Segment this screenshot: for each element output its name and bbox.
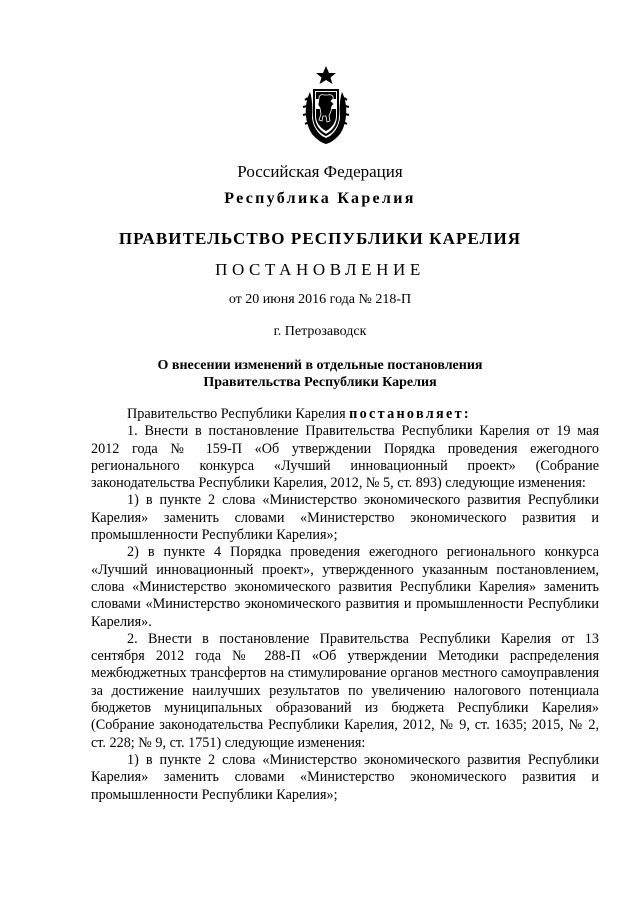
country-name: Российская Федерация <box>237 162 403 181</box>
document-city: г. Петрозаводск <box>273 324 367 339</box>
document-body <box>91 406 599 804</box>
intro-lead: Правительство Республики Карелия <box>127 406 350 422</box>
body-paragraph: 2) в пункте 4 Порядка проведения ежегодного регионального конкурса «Лучший инновационный проект», утвержденного указанным постановлением, слова «Министерство экономического развития Республики Карелия» заменить словами «Министерство экономического развития и промышленности Республики Карелия». <box>91 544 599 630</box>
document-type: ПОСТАНОВЛЕНИЕ <box>215 260 425 279</box>
intro-paragraph <box>91 406 599 423</box>
body-paragraph: 1. Внести в постановление Правительства Республики Карелия от 19 мая 2012 года № 159-П «Об утверждении Порядка проведения ежегодного регионального конкурса «Лучший инновационный проект» (Собрание законодательства Республики Карелия, 2012, № 5, ст. 893) следующие изменения: <box>91 423 599 492</box>
document-date-number: от 20 июня 2016 года № 218-П <box>228 292 412 307</box>
intro-emphasis: постановляет: <box>349 406 471 422</box>
government-title: ПРАВИТЕЛЬСТВО РЕСПУБЛИКИ КАРЕЛИЯ <box>118 229 522 248</box>
document-subject <box>0 357 640 391</box>
body-paragraph: 2. Внести в постановление Правительства Республики Карелия от 13 сентября 2012 года № 288-П «Об утверждении Методики распределения межбюджетных трансфертов на стимулирование органов местного самоуправления за достижение наилучших результатов по увеличению налогового потенциала бюджетов муниципальных образований из бюджета Республики Карелия» (Собрание законодательства Республики Карелия, 2012, № 9, ст. 1635; 2015, № 2, ст. 228; № 9, ст. 1751) следующие изменения: <box>91 630 599 751</box>
republic-name: Республика Карелия <box>224 190 416 207</box>
body-paragraph: 1) в пункте 2 слова «Министерство экономического развития Республики Карелия» заменить словами «Министерство экономического развития и промышленности Республики Карелия»; <box>91 751 599 803</box>
subject-line-2: Правительства Республики Карелия <box>203 375 437 390</box>
subject-line-1: О внесении изменений в отдельные постановления <box>157 358 483 373</box>
karelia-coat-of-arms-icon <box>302 64 350 146</box>
body-paragraph: 1) в пункте 2 слова «Министерство экономического развития Республики Карелия» заменить словами «Министерство экономического развития и промышленности Республики Карелия»; <box>91 492 599 544</box>
